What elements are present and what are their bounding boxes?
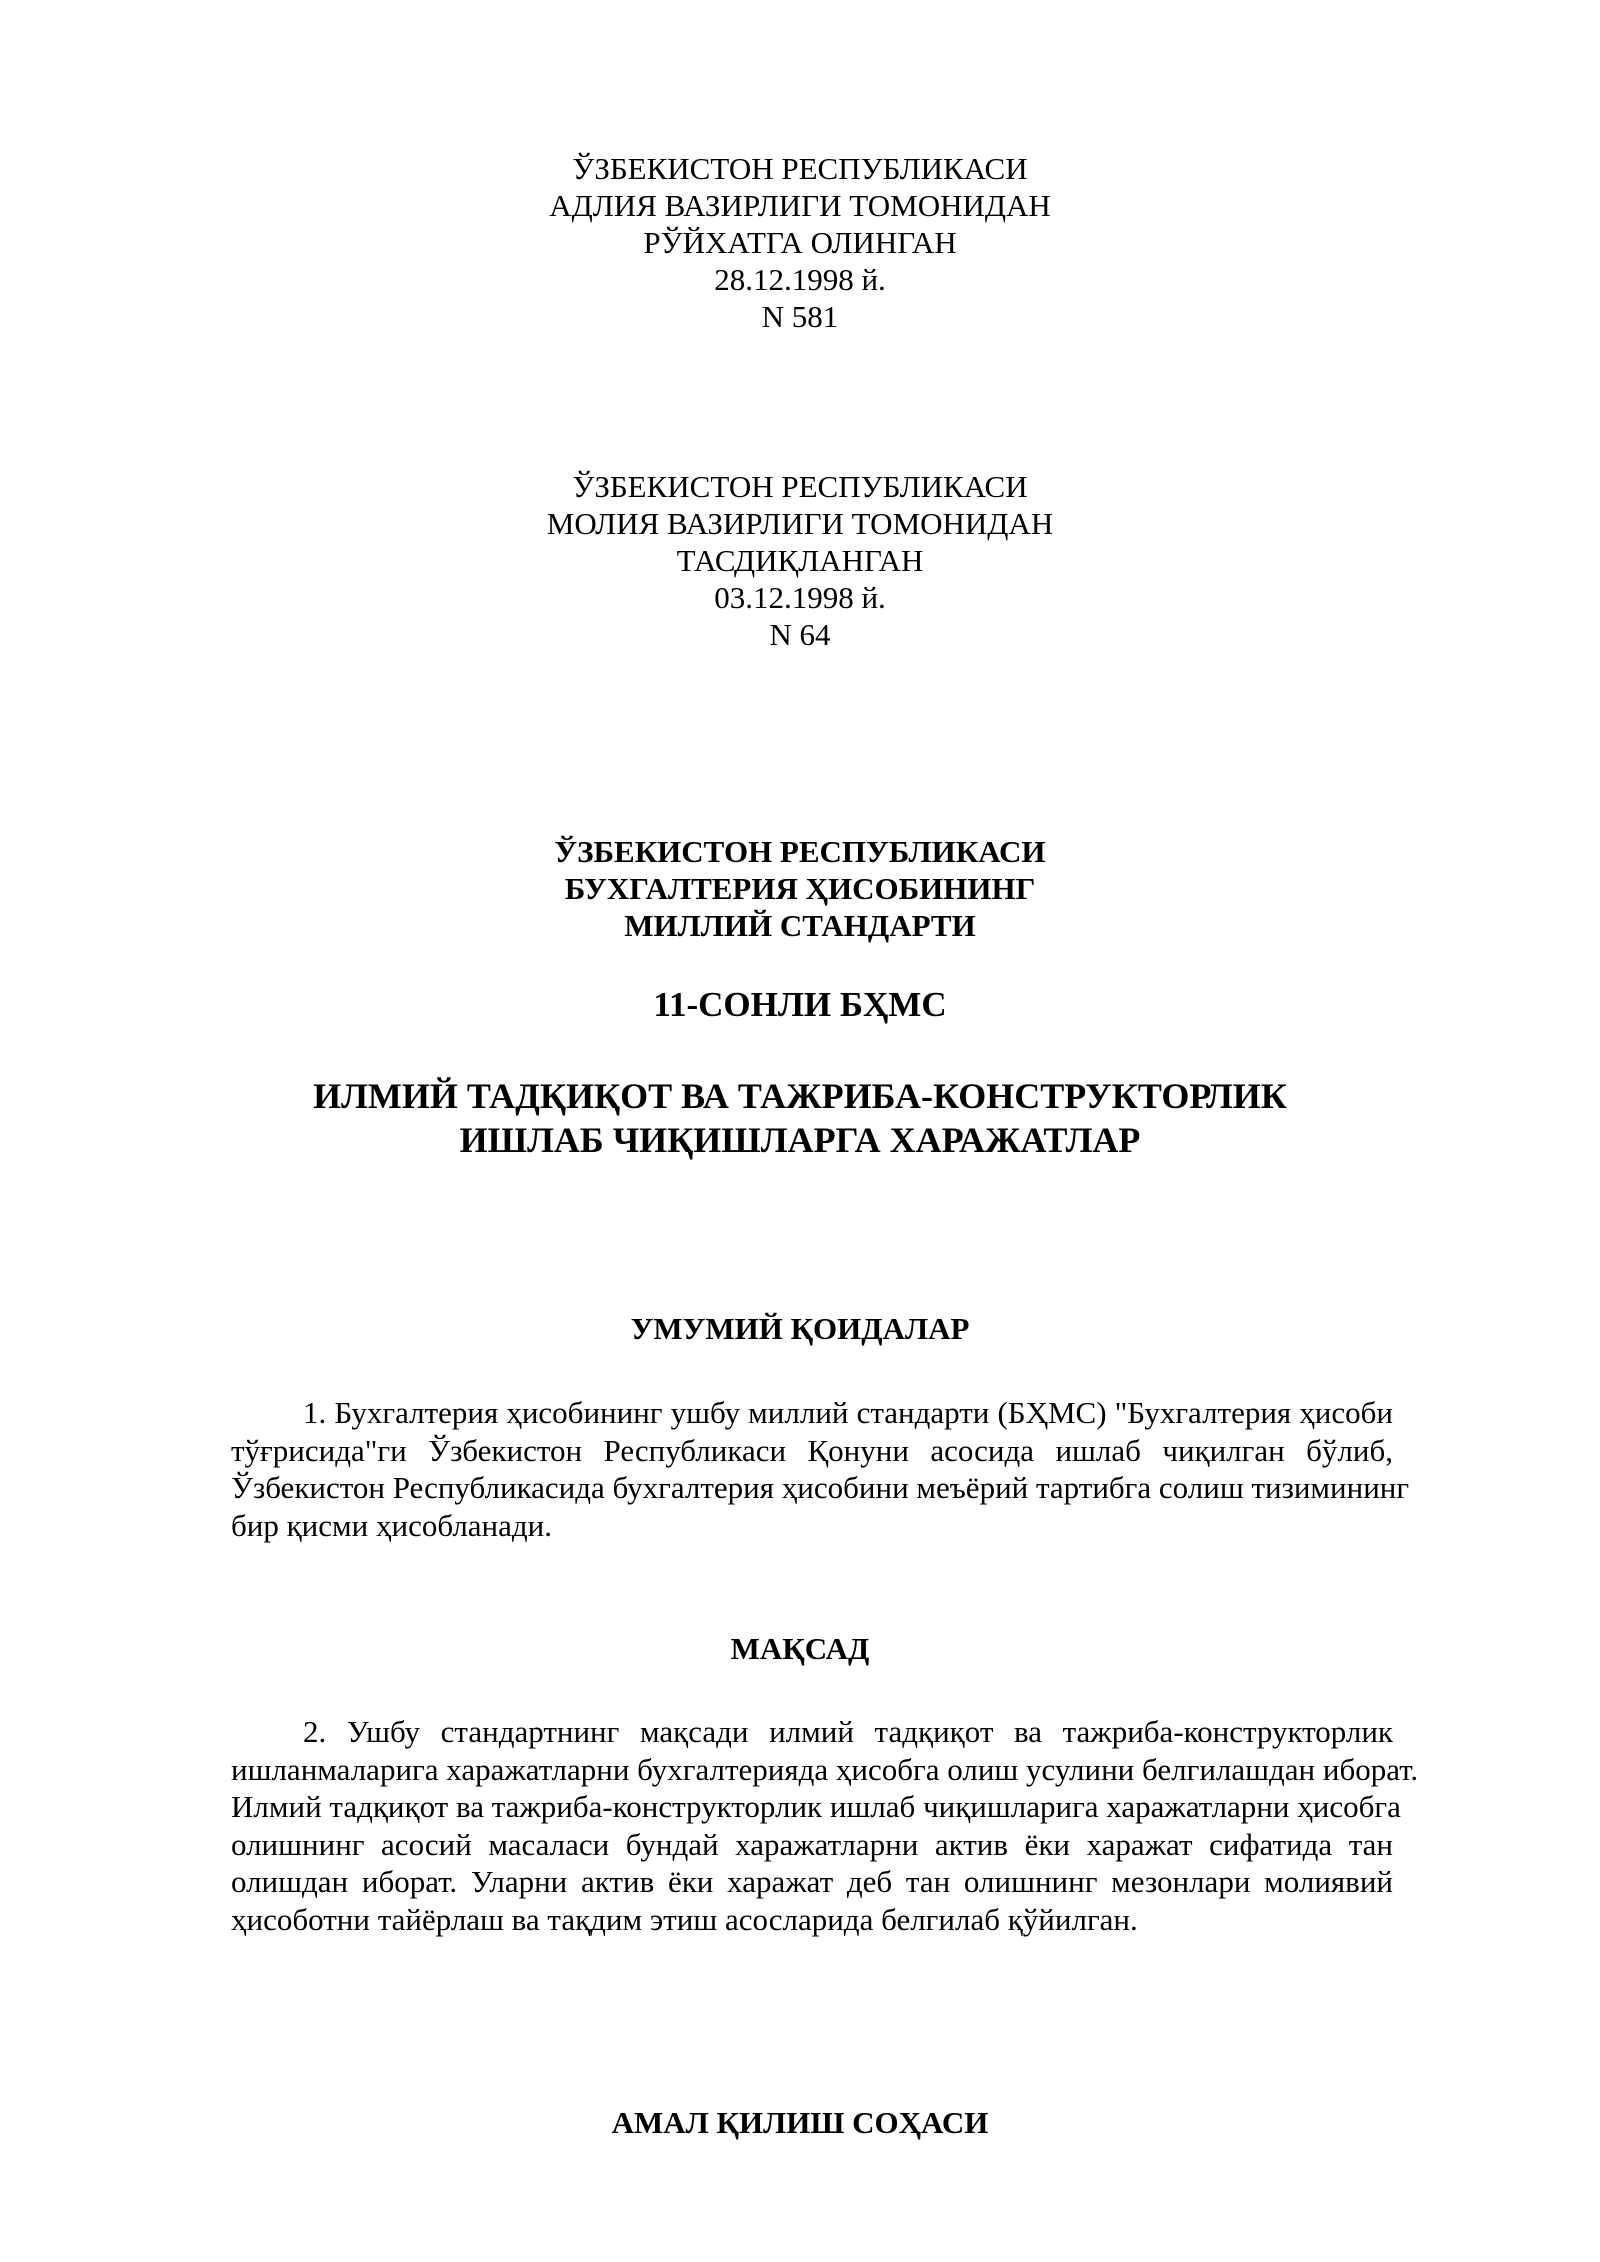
registration-stamp-line: АДЛИЯ ВАЗИРЛИГИ ТОМОНИДАН (549, 188, 1051, 223)
standard-header-line: БУХГАЛТЕРИЯ ҲИСОБИНИНГ (564, 871, 1036, 906)
paragraph-line: 2. Ушбу стандартнинг мақсади илмий тадқиқот ва тажриба-конструкторлик (303, 1714, 1393, 1749)
paragraph-general-rules (231, 1394, 1410, 1544)
paragraph-line: тўғрисида"ги Ўзбекистон Республикаси Қонуни асосида ишлаб чиқилган бўлиб, (231, 1432, 1393, 1468)
standard-header (0, 833, 1600, 944)
paragraph-line: ишланмаларига харажатларни бухгалтерияда ҳисобга олиш усулини белгилашдан иборат. (231, 1751, 1419, 1787)
approval-stamp-line: МОЛИЯ ВАЗИРЛИГИ ТОМОНИДАН (546, 506, 1054, 541)
paragraph-line: ҳисоботни тайёрлаш ва тақдим этиш асосларида белгилаб қўйилган. (231, 1901, 1138, 1937)
paragraph-line: 1. Бухгалтерия ҳисобининг ушбу миллий стандарти (БҲМС) "Бухгалтерия ҳисоби (303, 1395, 1393, 1430)
section-heading-general-rules: УМУМИЙ ҚОИДАЛАР (630, 1311, 970, 1346)
paragraph-purpose (231, 1713, 1419, 1938)
paragraph-line: олишнинг асосий масаласи бундай харажатларни актив ёки харажат сифатида тан (231, 1826, 1393, 1862)
paragraph-line: Илмий тадқиқот ва тажриба-конструкторлик ишлаб чиқишларига харажатларни ҳисобга (231, 1789, 1401, 1824)
registration-date: 28.12.1998 й. (714, 262, 886, 297)
registration-stamp (0, 150, 1600, 335)
section-heading-scope: АМАЛ ҚИЛИШ СОҲАСИ (611, 2105, 989, 2140)
document-title (0, 1074, 1600, 1162)
document-title-line: ИШЛАБ ЧИҚИШЛАРГА ХАРАЖАТЛАР (459, 1120, 1141, 1160)
standard-header-line: ЎЗБЕКИСТОН РЕСПУБЛИКАСИ (554, 834, 1046, 869)
section-heading-purpose: МАҚСАД (730, 1631, 870, 1666)
standard-header-line: МИЛЛИЙ СТАНДАРТИ (624, 908, 976, 943)
approval-stamp-line: ТАСДИҚЛАНГАН (676, 543, 924, 578)
approval-date: 03.12.1998 й. (714, 580, 886, 615)
registration-stamp-line: РЎЙХАТГА ОЛИНГАН (643, 225, 957, 260)
registration-stamp-line: ЎЗБЕКИСТОН РЕСПУБЛИКАСИ (572, 151, 1028, 186)
document-title-line: ИЛМИЙ ТАДҚИҚОТ ВА ТАЖРИБА-КОНСТРУКТОРЛИК (313, 1076, 1287, 1116)
registration-number: N 581 (761, 299, 839, 334)
approval-stamp (0, 468, 1600, 653)
standard-number: 11-СОНЛИ БҲМС (653, 985, 947, 1024)
approval-number: N 64 (769, 617, 831, 652)
paragraph-line: бир қисми ҳисобланади. (231, 1507, 553, 1543)
approval-stamp-line: ЎЗБЕКИСТОН РЕСПУБЛИКАСИ (572, 469, 1028, 504)
paragraph-line: олишдан иборат. Уларни актив ёки харажат деб тан олишнинг мезонлари молиявий (231, 1864, 1393, 1899)
paragraph-line: Ўзбекистон Республикасида бухгалтерия ҳисобини меъёрий тартибга солиш тизимининг (231, 1470, 1410, 1505)
